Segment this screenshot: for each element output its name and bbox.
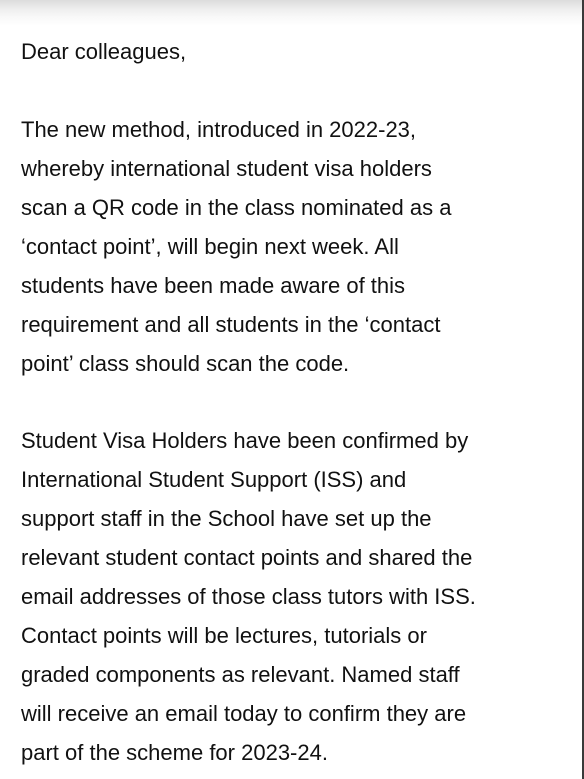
paragraph-2-line: support staff in the School have set up the <box>21 506 432 531</box>
paragraph-2-line: International Student Support (ISS) and <box>21 467 407 492</box>
paragraph-2-line: relevant student contact points and shared the <box>21 545 473 570</box>
paragraph-1-line: students have been made aware of this <box>21 273 406 298</box>
paragraph-2-line: Contact points will be lectures, tutorials or <box>21 623 427 648</box>
paragraph-2-line: will receive an email today to confirm they are <box>21 701 467 726</box>
paragraph-1-line: scan a QR code in the class nominated as a <box>21 195 452 220</box>
top-shadow <box>0 0 584 26</box>
paragraph-2-line: email addresses of those class tutors with ISS. <box>21 584 476 609</box>
paragraph-2-line: Student Visa Holders have been confirmed by <box>21 428 469 453</box>
paragraph-2-line: part of the scheme for 2023-24. <box>21 740 328 765</box>
paragraph-1-line: whereby international student visa holders <box>21 156 432 181</box>
paragraph-1-line: The new method, introduced in 2022-23, <box>21 117 417 142</box>
paragraph-1-line: requirement and all students in the ‘contact <box>21 312 441 337</box>
email-greeting: Dear colleagues, <box>21 39 187 64</box>
paragraph-1-line: ‘contact point’, will begin next week. All <box>21 234 399 259</box>
paragraph-2-line: graded components as relevant. Named staff <box>21 662 460 687</box>
paragraph-1-line: point’ class should scan the code. <box>21 351 350 376</box>
